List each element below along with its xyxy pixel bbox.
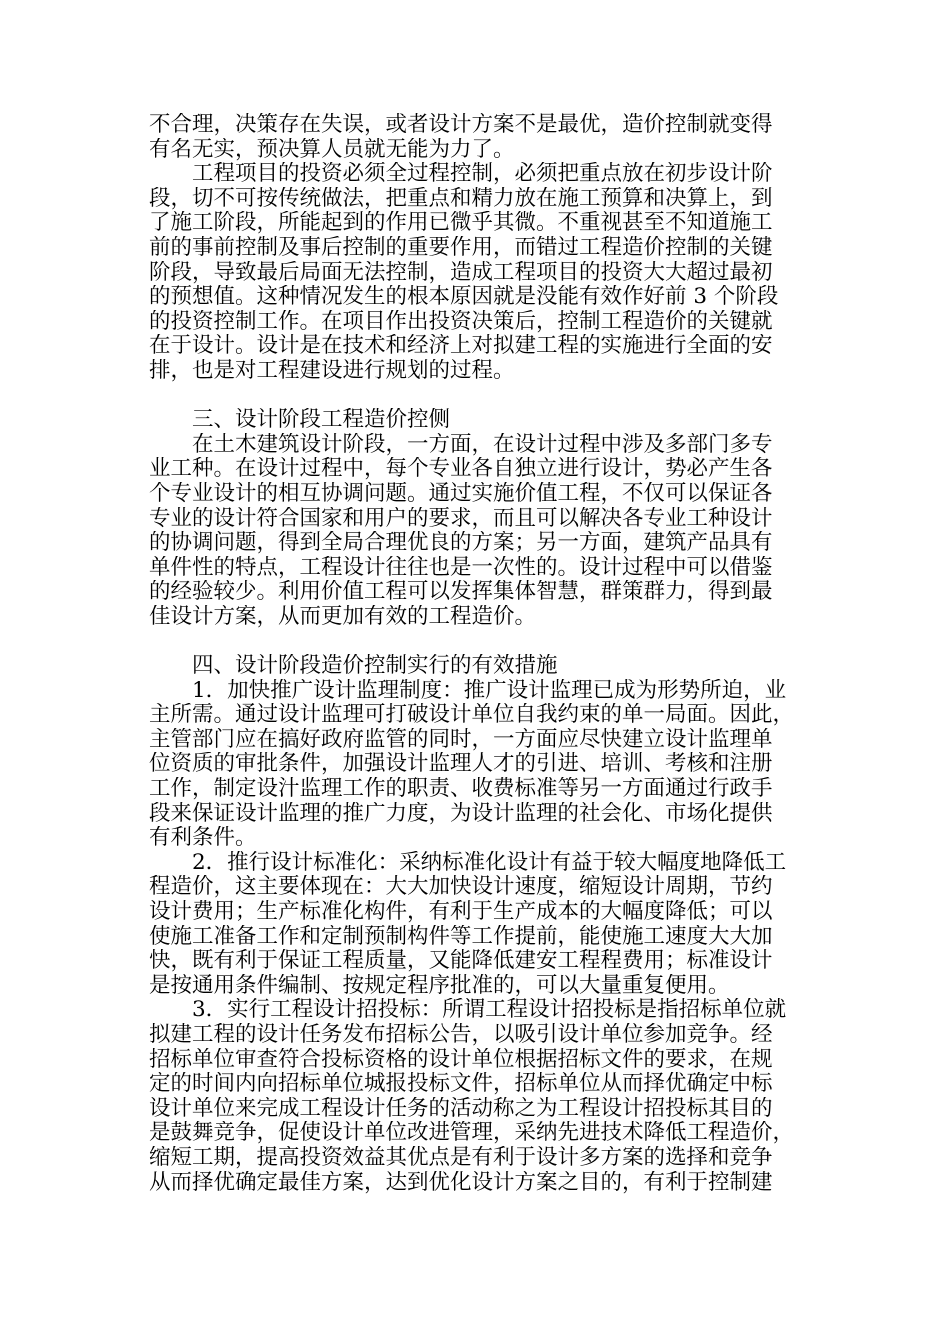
text-line: 在土木建筑设计阶段，一方面，在设计过程中涉及多部门多专 <box>192 432 773 457</box>
text-line: 是鼓舞竞争，促使设计单位改进管理，采纳先进技术降低工程造价， <box>149 1121 795 1146</box>
list-item-3 <box>149 998 801 1195</box>
text-line: 设计单位来完成工程设计任务的活动称之为工程设计招投标其目的 <box>149 1096 773 1121</box>
text-line: 阶段，导致最后局面无法控制，造成工程项目的投资大大超过最初 <box>149 260 773 285</box>
section-heading-3: 三、设计阶段工程造价控侧 <box>192 408 451 433</box>
text-line: 招标单位审查符合投标资格的设计单位根据招标文件的要求，在规 <box>149 1047 773 1072</box>
document-page <box>149 113 801 1195</box>
text-line: 工作，制定设汁监理工作的职责、收费标准等另一方面通过行政手 <box>149 777 773 802</box>
text-line: 的预想值。这种情况发生的根本原因就是没能有效作好前 3 个阶段 <box>149 285 779 310</box>
text-line: 段，切不可按传统做法，把重点和精力放在施工预算和决算上，到 <box>149 186 773 211</box>
text-line: 佳设计方案，从而更加有效的工程造价。 <box>149 604 537 629</box>
paragraph-intro <box>149 113 801 162</box>
text-line: 设计费用；生产标准化构件，有利于生产成本的大幅度降低；可以 <box>149 900 773 924</box>
paragraph-gap <box>149 629 801 654</box>
text-line: 主管部门应在搞好政府监管的同时，一方面应尽快建立设计监理单 <box>149 727 773 752</box>
text-line: 程造价，这主要体现在：大大加快设计速度，缩短设计周期，节约 <box>149 875 773 900</box>
text-line: 业工种。在设计过程中，每个专业各自独立进行设计，势必产生各 <box>149 457 773 482</box>
paragraph-gap <box>149 384 801 409</box>
list-item-1 <box>149 679 801 851</box>
text-line: 的协调问题，得到全局合理优良的方案；另一方面，建筑产品具有 <box>149 531 773 556</box>
section-heading-4: 四、设计阶段造价控制实行的有效措施 <box>192 654 558 679</box>
text-line: 在于设计。设计是在技术和经济上对拟建工程的实施进行全面的安 <box>149 334 773 359</box>
text-line: 个专业设计的相互协调问题。通过实施价值工程，不仅可以保证各 <box>149 481 773 506</box>
text-line: 2．推行设计标准化：采纳标准化设计有益于较大幅度地降低工 <box>192 850 787 875</box>
text-line: 的经验较少。利用价值工程可以发挥集体智慧，群策群力，得到最 <box>149 580 773 605</box>
paragraph-section-3 <box>149 433 801 630</box>
text-line: 前的事前控制及事后控制的重要作用，而错过工程造价控制的关键 <box>149 235 773 260</box>
text-line: 是按通用条件编制、按规定程序批准的，可以大量重复便用。 <box>149 973 730 998</box>
text-line: 拟建工程的设计任务发布招标公告，以吸引设计单位参加竞争。经 <box>149 1022 773 1047</box>
text-line: 有利条件。 <box>149 826 257 851</box>
text-line: 有名无实，预决算人员就无能为力了。 <box>149 137 515 162</box>
text-line: 使施工准备工作和定制预制构件等工作提前，能使施工速度大大加 <box>149 924 773 949</box>
text-line: 从而择优确定最佳方案，达到优化设计方案之目的，有利于控制建 <box>149 1170 773 1195</box>
text-line: 专业的设计符合国家和用户的要求，而且可以解决各专业工种设计 <box>149 506 773 531</box>
text-line: 工程项目的投资必须全过程控制，必须把重点放在初步设计阶 <box>192 162 773 187</box>
text-line: 快，既有利于保证工程质量，又能降低建安工程程费用；标准设计 <box>149 949 773 974</box>
text-line: 的投资控制工作。在项目作出投资决策后，控制工程造价的关键就 <box>149 309 773 334</box>
text-line: 排，也是对工程建设进行规划的过程。 <box>149 358 515 383</box>
paragraph-investment <box>149 162 801 383</box>
text-line: 位资质的审批条件，加强设计监理人才的引进、培训、考核和注册 <box>149 752 773 777</box>
text-line: 不合理，决策存在失误，或者设计方案不是最优，造价控制就变得 <box>149 113 773 137</box>
text-line: 了施工阶段，所能起到的作用已微乎其微。不重视甚至不知道施工 <box>149 211 773 236</box>
text-line: 缩短工期，提高投资效益其优点是有利于设计多方案的选择和竞争 <box>149 1145 773 1170</box>
list-item-2 <box>149 851 801 999</box>
text-line: 1．加快推广设计监理制度：推广设计监理已成为形势所迫，业 <box>192 678 787 703</box>
text-line: 3．实行工程设计招投标：所谓工程设计招投标是指招标单位就 <box>192 998 787 1023</box>
text-line: 单件性的特点，工程设计往往也是一次性的。设计过程中可以借鉴 <box>149 555 773 580</box>
text-line: 段来保证设计监理的推广力度，为设计监理的社会化、市场化提供 <box>149 801 773 826</box>
text-line: 定的时间内向招标单位城报投标文件，招标单位从而择优确定中标 <box>149 1072 773 1097</box>
text-line: 主所需。通过设计监理可打破设计单位自我约束的单一局面。因此， <box>149 703 795 728</box>
